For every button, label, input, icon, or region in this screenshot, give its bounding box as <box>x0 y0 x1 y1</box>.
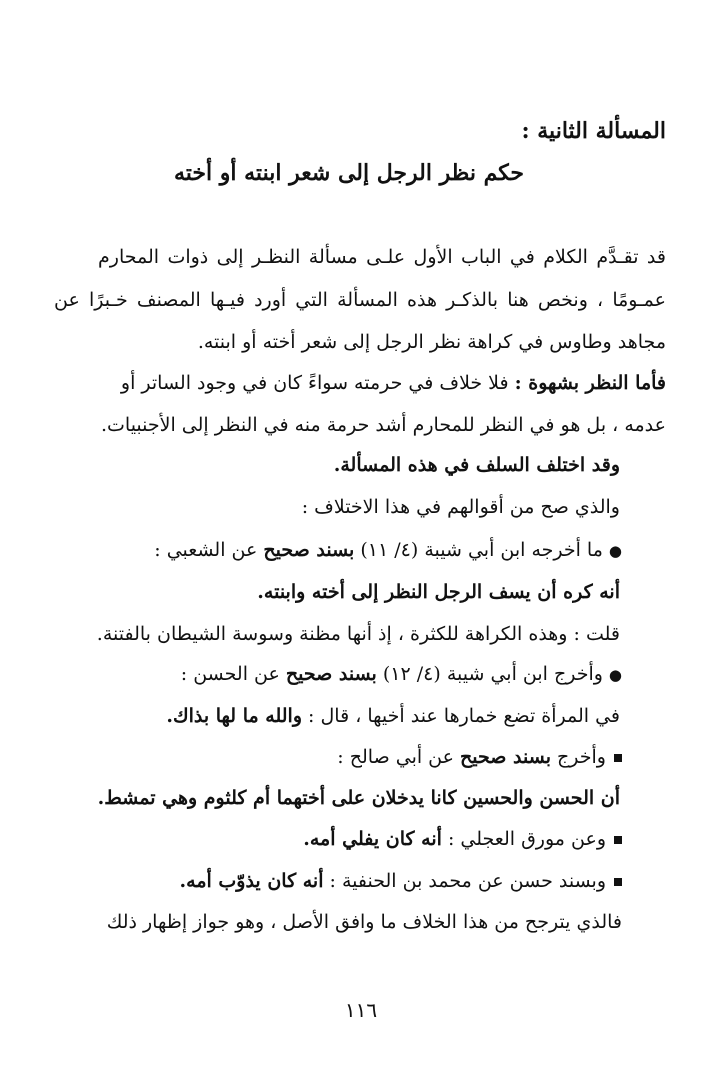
para2-line-1-rest: فلا خلاف في حرمته سواءً كان في وجود الساتر أو <box>120 372 515 394</box>
item-2-quote-bold: والله ما لها بذاك. <box>166 705 303 727</box>
item-5-pre: وبسند حسن عن محمد بن الحنفية : <box>323 870 606 892</box>
bullet-square-icon <box>614 836 622 844</box>
page-number: ١١٦ <box>344 998 378 1022</box>
item-1-source <box>154 535 622 566</box>
item-5-source <box>180 866 622 896</box>
closing-line: فالذي يترجح من هذا الخلاف ما وافق الأصل ، وهو جواز إظهار ذلك <box>106 911 622 933</box>
page-title: حكم نظر الرجل إلى شعر ابنته أو أخته <box>173 160 524 186</box>
disagreement-line: وقد اختلف السلف في هذه المسألة. <box>333 454 620 476</box>
item-4-pre: وعن مورق العجلي : <box>441 828 606 850</box>
item-1-post: عن الشعبي : <box>154 539 264 561</box>
item-3-grade: بسند صحيح <box>460 746 551 768</box>
item-5-bold: أنه كان يذوّب أمه. <box>179 870 324 892</box>
item-2-quote-pre: في المرأة تضع خمارها عند أخيها ، قال : <box>302 705 620 727</box>
item-1-quote: أنه كره أن يسف الرجل النظر إلى أخته وابنته. <box>257 581 620 603</box>
intro-line-3: مجاهد وطاوس في كراهة نظر الرجل إلى شعر أخته أو ابنته. <box>197 331 666 353</box>
item-2-quote <box>166 701 620 731</box>
bullet-square-icon <box>614 754 622 762</box>
item-2-grade: بسند صحيح <box>285 663 377 685</box>
section-label: المسألة الثانية : <box>521 118 666 144</box>
qult-line: قلت : وهذه الكراهة للكثرة ، إذ أنها مظنة وسوسة الشيطان بالفتنة. <box>96 623 620 645</box>
item-4-bold: أنه كان يفلي أمه. <box>303 828 442 850</box>
item-2-source <box>181 659 622 690</box>
para2-line-2: عدمه ، بل هو في النظر للمحارم أشد حرمة منه في النظر إلى الأجنبيات. <box>100 414 666 436</box>
bullet-square-icon <box>614 878 622 886</box>
item-3-quote: أن الحسن والحسين كانا يدخلان على أختهما أم كلثوم وهي تمشط. <box>97 787 620 809</box>
item-3-source <box>337 742 622 772</box>
item-2-post: عن الحسن : <box>180 663 286 685</box>
item-3-post: عن أبي صالح : <box>337 746 461 768</box>
sahih-intro-line: والذي صح من أقوالهم في هذا الاختلاف : <box>301 496 620 518</box>
item-4-source <box>303 824 622 854</box>
para2-line-1 <box>101 368 666 398</box>
item-3-pre: وأخرج <box>551 746 606 768</box>
intro-line-1: قد تقـدَّم الكلام في الباب الأول علـى مسألة النظـر إلى ذوات المحارم <box>98 246 666 268</box>
bullet-dot-icon: ● <box>608 666 622 684</box>
para2-lead: فأما النظر بشهوة : <box>514 372 666 394</box>
item-2-pre: وأخرج ابن أبي شيبة (٤/ ١٢) <box>376 663 603 685</box>
item-1-grade: بسند صحيح <box>263 539 355 561</box>
bullet-dot-icon: ● <box>608 542 622 560</box>
intro-line-2: عمـومًا ، ونخص هنا بالذكـر هذه المسألة التي أورد فيـها المصنف خـبرًا عن <box>54 289 666 311</box>
item-1-pre: ما أخرجه ابن أبي شيبة (٤/ ١١) <box>354 539 603 561</box>
